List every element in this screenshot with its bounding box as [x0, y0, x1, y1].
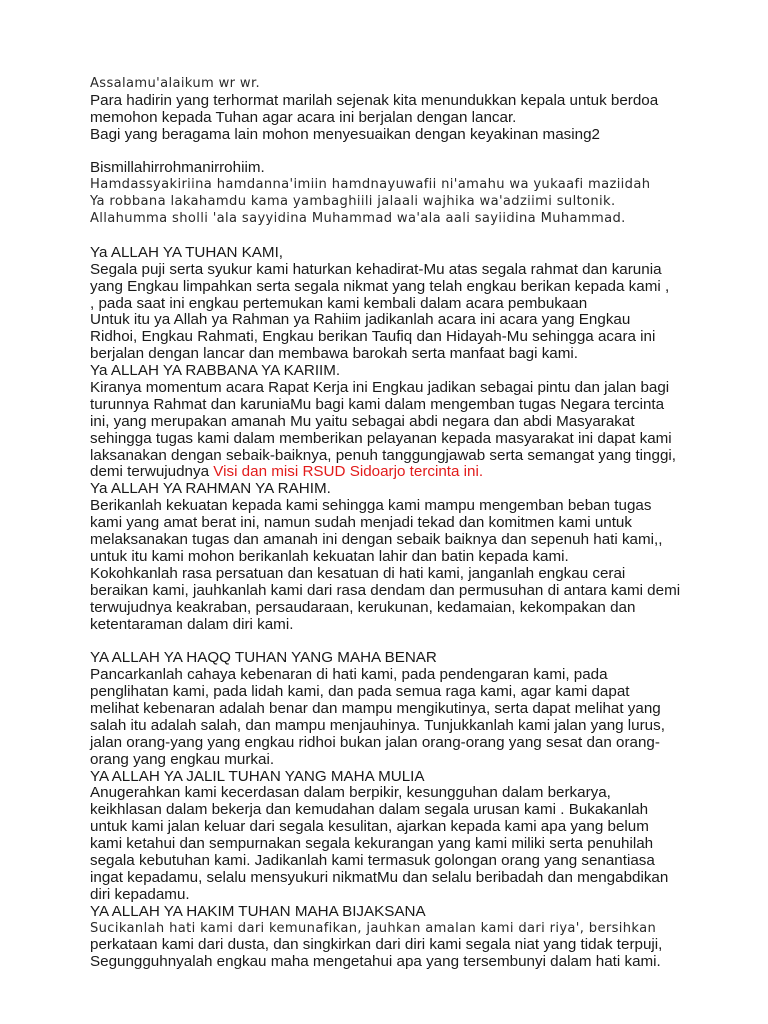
text-line: melihat kebenaran adalah benar dan mampu mengikutinya, serta dapat melihat yang	[90, 699, 661, 717]
highlighted-vision-text: Visi dan misi RSUD Sidoarjo tercinta ini.	[213, 463, 484, 481]
text-line: kami yang amat berat ini, namun sudah menjadi tekad dan komitmen kami untuk	[90, 514, 632, 532]
text-line: Pancarkanlah cahaya kebenaran di hati kami, pada pendengaran kami, pada	[90, 666, 608, 684]
text-line: Untuk itu ya Allah ya Rahman ya Rahiim jadikanlah acara ini acara yang Engkau	[90, 311, 631, 329]
text-line: untuk kami jalan keluar dari segala kesulitan, ajarkan kepada kami apa yang belum	[90, 818, 649, 836]
text-line: penglihatan kami, pada lidah kami, dan pada semua raga kami, agar kami dapat	[90, 683, 630, 701]
text-line: Sucikanlah hati kami dari kemunafikan, jauhkan amalan kami dari riya', bersihkan	[90, 920, 657, 936]
section-haqq	[90, 650, 768, 768]
text-line: kami ketahui dan sempurnakan segala kekurangan yang kami miliki serta penuhilah	[90, 835, 654, 853]
arabic-transliteration-line: Ya robbana lakahamdu kama yambaghiili jalaali wajhika wa'adziimi sultonik.	[90, 194, 616, 210]
spacer	[90, 228, 768, 245]
text-line: Para hadirin yang terhormat marilah sejenak kita menundukkan kepala untuk berdoa	[90, 91, 659, 109]
text-line: ketentaraman dalam diri kami.	[90, 615, 294, 633]
section-heading: YA ALLAH YA HAQQ TUHAN YANG MAHA BENAR	[90, 649, 437, 667]
greeting-block	[90, 76, 768, 144]
text-line: Kokohkanlah rasa persatuan dan kesatuan di hati kami, janganlah engkau cerai	[90, 564, 626, 582]
section-heading: Ya ALLAH YA RAHMAN YA RAHIM.	[90, 480, 331, 498]
spacer	[90, 633, 768, 650]
section-jalil	[90, 769, 768, 904]
text-line: sehingga tugas kami dalam memberikan pelayanan kepada masyarakat ini dapat kami	[90, 429, 672, 447]
text-line: Anugerahkan kami kecerdasan dalam berpikir, kesungguhan dalam berkarya,	[90, 784, 611, 802]
text-line: laksanakan dengan sebaik-baiknya, penuh tanggungjawab serta semangat yang tinggi,	[90, 446, 676, 464]
text-line: keikhlasan dalam bekerja dan kemudahan dalam segala urusan kami . Bukakanlah	[90, 801, 649, 819]
text-line: Bagi yang beragama lain mohon menyesuaikan dengan keyakinan masing2	[90, 125, 600, 143]
text-line: Kiranya momentum acara Rapat Kerja ini Engkau jadikan sebagai pintu dan jalan bagi	[90, 379, 670, 397]
text-line: terwujudnya keakraban, persaudaraan, kerukunan, kedamaian, kekompakan dan	[90, 598, 636, 616]
text-line: ini, yang merupakan amanah Mu yaitu sebagai abdi negara dan abdi Masyarakat	[90, 412, 635, 430]
text-line: turunnya Rahmat dan karuniaMu bagi kami dalam mengemban tugas Negara tercinta	[90, 395, 665, 413]
text-line: melaksanakan tugas dan amanah ini dengan sebaik baiknya dan sepenuh hati kami,,	[90, 531, 663, 549]
text-line: Berikanlah kekuatan kepada kami sehingga kami mampu mengemban beban tugas	[90, 497, 652, 515]
text-line: untuk itu kami mohon berikanlah kekuatan lahir dan batin kepada kami.	[90, 547, 569, 565]
text-line: orang yang engkau murkai.	[90, 750, 275, 768]
text-line: yang Engkau limpahkan serta segala nikmat yang telah engkau berikan kepada kami ,	[90, 277, 670, 295]
text-line: beraikan kami, jauhkanlah kami dari rasa dendam dan permusuhan di antara kami demi	[90, 581, 681, 599]
section-heading: Ya ALLAH YA RABBANA YA KARIIM.	[90, 362, 341, 380]
section-rahman	[90, 481, 768, 633]
section-tuhan-kami	[90, 245, 768, 363]
arabic-transliteration-line: Hamdassyakiriina hamdanna'imiin hamdnayuwafii ni'amahu wa yukaafi maziidah	[90, 177, 651, 193]
text-line: memohon kepada Tuhan agar acara ini berjalan dengan lancar.	[90, 108, 517, 126]
text-line: diri kepadamu.	[90, 885, 190, 903]
section-heading: Ya ALLAH YA TUHAN KAMI,	[90, 243, 284, 261]
text-line: segala kebutuhan kami. Jadikanlah kami termasuk golongan orang yang senantiasa	[90, 851, 655, 869]
section-heading: YA ALLAH YA HAKIM TUHAN MAHA BIJAKSANA	[90, 902, 426, 920]
text-line: ingat kepadamu, selalu mensyukuri nikmatMu dan selalu beribadah dan mengabdikan	[90, 868, 669, 886]
arabic-transliteration-line: Allahumma sholli 'ala sayyidina Muhammad wa'ala aali sayiidina Muhammad.	[90, 211, 626, 227]
text-line: jalan orang-yang yang engkau ridhoi bukan jalan orang-orang yang sesat dan orang-	[90, 733, 660, 751]
basmalah-line: Bismillahirrohmanirrohiim.	[90, 159, 265, 177]
spacer	[90, 144, 768, 161]
text-line: Segungguhnyalah engkau maha mengetahui apa yang tersembunyi dalam hati kami.	[90, 953, 661, 971]
text-line: berjalan dengan lancar dan membawa barokah serta manfaat bagi kami.	[90, 345, 578, 363]
section-hakim	[90, 904, 768, 972]
text-line	[90, 464, 768, 481]
text-segment: demi terwujudnya	[90, 463, 214, 481]
salutation-line: Assalamu'alaikum wr wr.	[90, 76, 261, 91]
text-line: Ridhoi, Engkau Rahmati, Engkau berikan Taufiq dan Hidayah-Mu sehingga acara ini	[90, 328, 656, 346]
text-line: Segala puji serta syukur kami haturkan kehadirat-Mu atas segala rahmat dan karunia	[90, 260, 662, 278]
text-line: , pada saat ini engkau pertemukan kami kembali dalam acara pembukaan	[90, 294, 588, 312]
section-heading: YA ALLAH YA JALIL TUHAN YANG MAHA MULIA	[90, 767, 425, 785]
text-line: salah itu adalah salah, dan mampu menjauhinya. Tunjukkanlah kami jalan yang lurus,	[90, 716, 665, 734]
opening-block	[90, 160, 768, 228]
section-rabbana	[90, 363, 768, 481]
text-line: perkataan kami dari dusta, dan singkirkan dari diri kami segala niat yang tidak terpuji,	[90, 936, 663, 954]
